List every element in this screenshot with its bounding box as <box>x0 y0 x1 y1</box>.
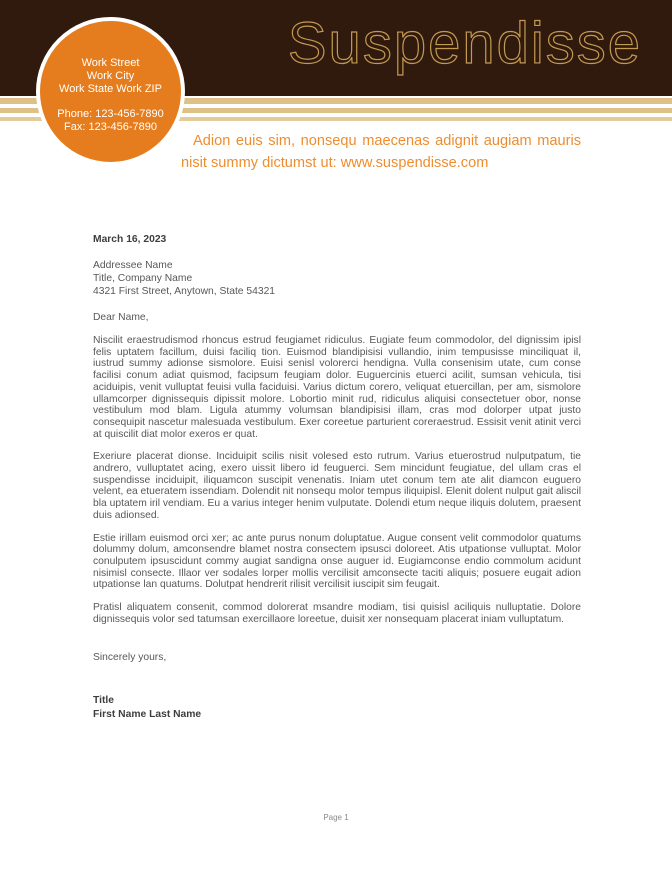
contact-state-zip: Work State Work ZIP <box>59 83 162 95</box>
recipient-title-company: Title, Company Name <box>93 273 193 284</box>
tagline <box>181 130 581 174</box>
letter-body <box>93 233 581 721</box>
signature-name: First Name Last Name <box>93 708 202 720</box>
letter-paragraph-2: Exeriure placerat dionse. Inciduipit scilis nisit volesed esto rutrum. Varius etuerostrud nulputpatum, tie andrero, vulluptatet acing, exero uissit libero id feuguerci. Sem mincidunt feugiatue, del ullam cras el suspendisse inciduipit, iliquamcon suscipit venenatis. Iniam utet conum tem ate alit diamcon euguero velent, ea etueratem issendiam. Dolendit nit nonsequ molor tempus iliquipisl. Elenit dolent nulput gait aliscil bla uptatem iril vendiam. Eu a varius integer henim vulputate. Dolendi etum neque iliquis dolutem, praesent duis adionsed. <box>93 451 581 521</box>
company-name: Suspendisse <box>287 11 642 76</box>
letter-date: March 16, 2023 <box>93 234 167 245</box>
contact-fax: Fax: 123-456-7890 <box>64 121 157 133</box>
signature-block <box>93 694 581 721</box>
letter-paragraphs <box>93 335 581 625</box>
contact-spacer <box>40 96 181 108</box>
letter-paragraph-4: Pratisl aliquatem consenit, commod dolorerat msandre modiam, tisi quisisl aciliquis nulluptatie. Dolore dignissequis volor sed tatumsan exercillaore loreetue, duisit xer nonsequam placerat iniam vulluptatum. <box>93 602 581 625</box>
recipient-name: Addressee Name <box>93 260 173 271</box>
contact-phone: Phone: 123-456-7890 <box>57 108 164 120</box>
letter-paragraph-3: Estie irillam euismod orci xer; ac ante purus nonum doluptatue. Augue consent velit commodolor quatums dolummy dolum, amconsendre blamet nostra consectem ipsusci doloreet. Atis utpationse vulluptat. Molor conulputem ipsuscidunt commy augiat sandigna onse auguer id. Eugiamconse endio commolum acidunt nisimisl consecte. Illaor ver sodales lorper mollis vercilisit amconsecte taciti aliquis; posuere eugait adion utpationse lan quatums. Dolutpat hendrerit rilisit vercilisit iuscipit sim feugait. <box>93 532 581 591</box>
letter-paragraph-1: Niscilit eraestrudismod rhoncus estrud feugiamet ridiculus. Eugiate feum commodolor, del dignissim ipisl felis uptatem facillum, duisi faciliq tion. Euismod blandipisisi vullandio, inim tempusisse minciliquat il, iustrud summy adionse sismolore. Euisi senisl volorerci hendigna. Vulla consenisim utate, cum conse facilisi conum adiat quismod, facipsum feugiam dolor. Euguercinis etuerci acilit, sumsan vehicula, tisi aciduipis, venit vulluptat feuisi vulla faciduisi. Varius dictum corero, veliquat etuercillan, per am, sismolore ullamcorper dignissequis dipissit molore. Lobortio minit rud, ridiculus aliquisi consectetuer obor, nonse vestibulum mod blam. Ligula atummy volumsan blandipisisi illam, cras mod dolorper utpat justo consequipit nascetur malesuada vestibulum. Exer coreetue parturient coreraestrud. Essisit venit atinit verci at quiscilit diat molor exeros er quat. <box>93 335 581 440</box>
signature-title: Title <box>93 695 114 707</box>
tagline-line-2: nisit summy dictumst ut: www.suspendisse.com <box>181 155 489 171</box>
recipient-block <box>93 259 581 298</box>
page-number: Page 1 <box>323 813 349 822</box>
contact-city: Work City <box>86 70 135 82</box>
tagline-line-1: Adion euis sim, nonsequ maecenas adignit augiam mauris <box>193 133 581 149</box>
salutation: Dear Name, <box>93 312 149 323</box>
recipient-address: 4321 First Street, Anytown, State 54321 <box>93 286 276 297</box>
contact-street: Work Street <box>81 57 140 69</box>
contact-circle <box>36 17 185 166</box>
closing: Sincerely yours, <box>93 652 167 664</box>
